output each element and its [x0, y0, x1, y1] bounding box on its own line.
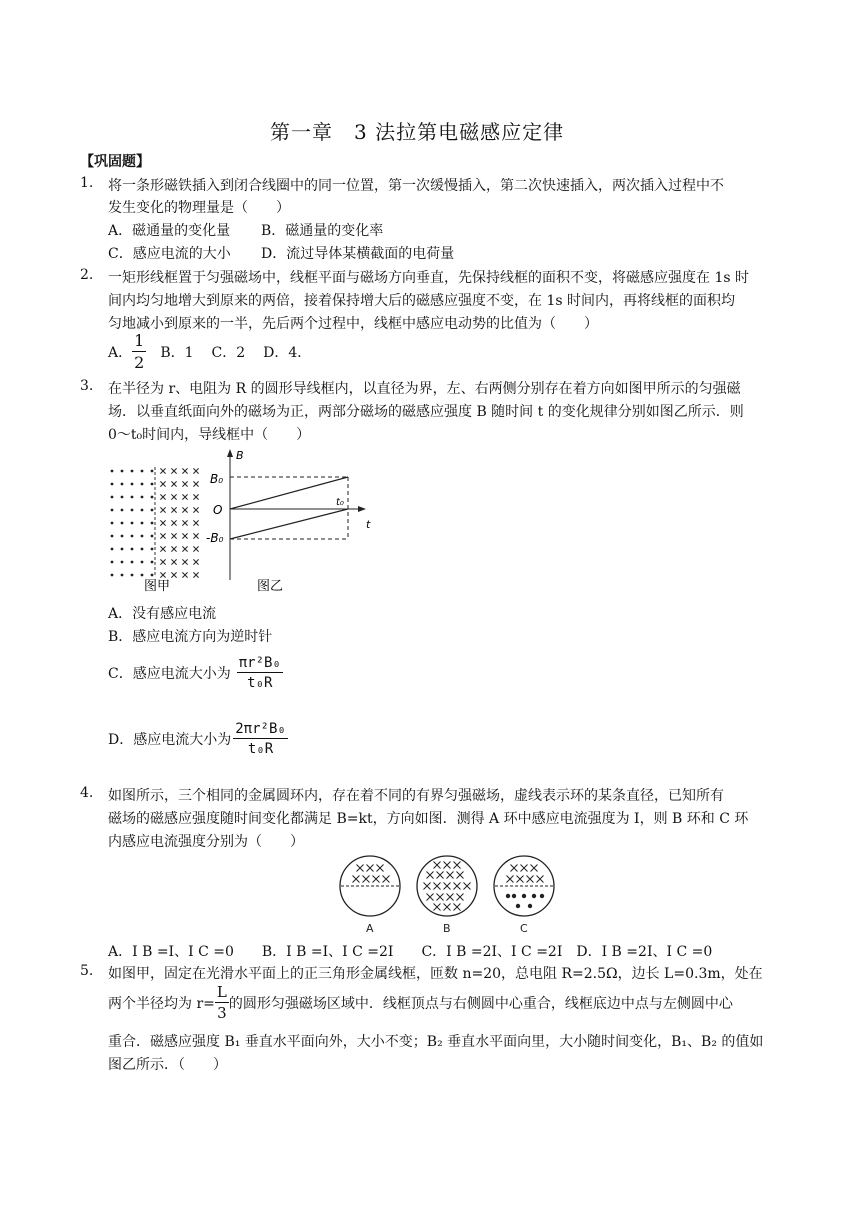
field-cross — [160, 546, 165, 551]
question-text: 间内均匀地增大到原来的两倍，接着保持增大后的磁感应强度不变，在 1s 时间内，再将线框的面积均 — [108, 293, 735, 309]
field-cross — [444, 904, 451, 911]
figure-label-yi: 图乙 — [257, 579, 284, 594]
option-b: B．磁通量的变化率 — [261, 223, 384, 239]
field-dot — [111, 470, 114, 473]
option-c: C．感应电流大小为 — [108, 666, 231, 682]
field-dot — [506, 894, 510, 898]
ring-label-b: B — [443, 922, 451, 935]
q3-figure — [100, 445, 400, 595]
field-cross — [377, 865, 384, 872]
field-cross — [353, 876, 360, 883]
field-cross — [171, 520, 176, 525]
fraction-numerator: πr²B₀ — [238, 655, 281, 671]
option-c-row — [108, 656, 283, 690]
field-cross — [454, 883, 461, 890]
fraction — [132, 333, 146, 371]
option-b: B．1 — [160, 345, 194, 361]
option-b: B．感应电流方向为逆时针 — [108, 629, 273, 645]
question-text-row — [108, 985, 733, 1021]
field-dot — [532, 894, 536, 898]
field-cross — [193, 481, 198, 486]
field-dot — [141, 561, 144, 564]
field-cross — [160, 533, 165, 538]
field-cross — [182, 481, 187, 486]
field-cross — [193, 468, 198, 473]
question-text: 图乙所示．（ ） — [108, 1057, 227, 1073]
field-cross — [383, 876, 390, 883]
field-cross — [454, 904, 461, 911]
field-dot — [151, 496, 154, 499]
field-cross — [160, 507, 165, 512]
field-dot — [121, 470, 124, 473]
field-dot — [141, 509, 144, 512]
field-cross — [447, 894, 454, 901]
field-cross — [193, 546, 198, 551]
question-number: 5. — [80, 963, 94, 979]
option-c: C．感应电流的大小 — [108, 246, 231, 262]
field-in-crosses — [160, 468, 198, 577]
field-cross — [373, 876, 380, 883]
fraction-denominator: 3 — [217, 1004, 227, 1022]
field-dot — [111, 522, 114, 525]
field-cross — [434, 904, 441, 911]
question-text: 匀地减小到原来的一半，先后两个过程中，线框中感应电动势的比值为（ ） — [108, 316, 598, 332]
field-cross — [182, 520, 187, 525]
question-text: 内感应电流强度分别为（ ） — [108, 834, 304, 850]
field-dot — [141, 574, 144, 577]
label-neg-b0: -B₀ — [206, 531, 224, 545]
option-d: D．4． — [263, 345, 312, 361]
field-cross — [171, 533, 176, 538]
field-cross — [454, 862, 461, 869]
field-dot — [111, 561, 114, 564]
ring-label-a: A — [366, 922, 374, 935]
question-text: 0～t₀时间内，导线框中（ ） — [108, 427, 311, 443]
axis-label-b: B — [236, 449, 244, 462]
field-cross — [193, 533, 198, 538]
field-cross — [434, 862, 441, 869]
field-dot — [516, 904, 520, 908]
field-cross — [182, 494, 187, 499]
field-cross — [367, 865, 374, 872]
field-dot — [522, 894, 526, 898]
field-out-dots — [111, 470, 154, 577]
field-dot — [111, 483, 114, 486]
field-dot — [141, 496, 144, 499]
ring-label-c: C — [520, 922, 528, 935]
fraction-denominator: t₀R — [247, 741, 274, 757]
fraction-denominator: 2 — [134, 353, 145, 372]
field-cross — [182, 546, 187, 551]
field-dot — [151, 470, 154, 473]
field-cross — [160, 520, 165, 525]
field-cross — [193, 572, 198, 577]
field-dot — [131, 522, 134, 525]
options-row: A．I B =I、I C =0 B．I B =I、I C =2I C．I B =2I、I C =2I D．I B =2I、I C =0 — [108, 944, 713, 960]
option-a: A．没有感应电流 — [108, 606, 217, 622]
ring-a-crosses — [353, 865, 390, 883]
t-axis-arrow — [358, 506, 366, 512]
field-dot — [121, 548, 124, 551]
ring-c-crosses — [507, 865, 544, 883]
field-cross — [464, 883, 471, 890]
field-cross — [537, 876, 544, 883]
question-text: 重合．磁感应强度 B₁ 垂直水平面向外，大小不变；B₂ 垂直水平面向里，大小随时间变化，B₁、B₂ 的值如 — [108, 1034, 764, 1050]
option-d-row — [108, 722, 288, 756]
field-dot — [121, 496, 124, 499]
field-dot — [141, 522, 144, 525]
field-cross — [160, 481, 165, 486]
option-a: A．磁通量的变化量 — [108, 223, 231, 239]
field-dot — [131, 574, 134, 577]
field-cross — [457, 894, 464, 901]
option-c: C．2 — [211, 345, 246, 361]
field-dot — [512, 894, 516, 898]
field-dot — [131, 496, 134, 499]
question-text: 在半径为 r、电阻为 R 的圆形导线框内，以直径为界，左、右两侧分别存在着方向如图甲所示的匀强磁 — [108, 381, 741, 397]
field-cross — [171, 494, 176, 499]
field-cross — [171, 468, 176, 473]
field-cross — [444, 883, 451, 890]
field-dot — [151, 522, 154, 525]
field-dot — [131, 509, 134, 512]
field-dot — [540, 894, 544, 898]
field-dot — [141, 483, 144, 486]
field-dot — [141, 470, 144, 473]
field-cross — [527, 876, 534, 883]
field-cross — [427, 872, 434, 879]
field-cross — [517, 876, 524, 883]
ring-b-crosses — [424, 862, 471, 911]
question-text: 的圆形匀强磁场区域中．线框顶点与右侧圆中心重合，线框底边中点与左侧圆中心 — [228, 996, 733, 1012]
field-dot — [131, 548, 134, 551]
field-cross — [193, 520, 198, 525]
field-cross — [171, 546, 176, 551]
section-heading: 【巩固题】 — [80, 154, 150, 170]
label-origin: O — [213, 503, 223, 517]
question-text: 将一条形磁铁插入到闭合线圈中的同一位置，第一次缓慢插入，第二次快速插入，两次插入过程中不 — [108, 178, 724, 194]
field-dot — [121, 522, 124, 525]
question-number: 3. — [80, 378, 94, 394]
field-cross — [171, 481, 176, 486]
option-d: D．感应电流大小为 — [108, 732, 232, 748]
field-cross — [160, 494, 165, 499]
axis-label-t: t — [366, 518, 371, 531]
field-dot — [151, 548, 154, 551]
field-cross — [160, 572, 165, 577]
field-dot — [121, 574, 124, 577]
question-text: 一矩形线框置于匀强磁场中，线框平面与磁场方向垂直，先保持线框的面积不变，将磁感应强度在 1s 时 — [108, 270, 749, 286]
option-a-label: A． — [108, 345, 133, 361]
field-dot — [121, 509, 124, 512]
field-cross — [457, 872, 464, 879]
field-dot — [111, 548, 114, 551]
fraction-numerator: L — [216, 983, 227, 1001]
field-cross — [447, 872, 454, 879]
fraction-numerator: 1 — [134, 331, 145, 350]
label-t0: t₀ — [336, 497, 344, 508]
field-dot — [141, 548, 144, 551]
right-field-line — [230, 509, 348, 539]
field-dot — [111, 535, 114, 538]
field-dot — [131, 535, 134, 538]
field-cross — [182, 468, 187, 473]
field-dot — [121, 561, 124, 564]
field-cross — [182, 533, 187, 538]
field-cross — [193, 494, 198, 499]
field-cross — [357, 865, 364, 872]
field-dot — [151, 509, 154, 512]
question-text: 场．以垂直纸面向外的磁场为正，两部分磁场的磁感应强度 B 随时间 t 的变化规律分别如图乙所示．则 — [108, 404, 744, 420]
field-dot — [121, 535, 124, 538]
b-axis-arrow — [227, 449, 233, 457]
q4-rings-figure — [330, 852, 570, 936]
field-dot — [111, 574, 114, 577]
label-b0: B₀ — [210, 472, 224, 486]
question-number: 4. — [80, 785, 94, 801]
field-cross — [363, 876, 370, 883]
field-cross — [424, 883, 431, 890]
field-dot — [151, 483, 154, 486]
field-cross — [507, 876, 514, 883]
field-cross — [437, 872, 444, 879]
field-cross — [444, 862, 451, 869]
fraction-numerator: 2πr²B₀ — [235, 721, 286, 737]
field-dot — [528, 904, 532, 908]
option-d: D．流过导体某横截面的电荷量 — [261, 246, 455, 262]
options-row — [108, 333, 311, 371]
ring-c-dots — [506, 894, 544, 908]
field-dot — [141, 535, 144, 538]
question-text: 如图所示，三个相同的金属圆环内，存在着不同的有界匀强磁场，虚线表示环的某条直径，已知所有 — [108, 788, 724, 804]
field-cross — [427, 894, 434, 901]
question-text: 发生变化的物理量是（ ） — [108, 200, 290, 216]
field-cross — [171, 507, 176, 512]
question-text: 磁场的磁感应强度随时间变化都满足 B=kt，方向如图．测得 A 环中感应电流强度为 I，则 B 环和 C 环 — [108, 811, 749, 827]
field-cross — [160, 468, 165, 473]
fraction — [233, 722, 288, 756]
field-cross — [160, 559, 165, 564]
field-cross — [193, 507, 198, 512]
question-text: 如图甲，固定在光滑水平面上的正三角形金属线框，匝数 n=20，总电阻 R=2.5Ω，边长 L=0.3m，处在 — [108, 966, 763, 982]
field-dot — [151, 535, 154, 538]
field-dot — [111, 496, 114, 499]
field-cross — [511, 865, 518, 872]
field-cross — [434, 883, 441, 890]
question-number: 2. — [80, 267, 94, 283]
field-cross — [182, 559, 187, 564]
field-cross — [521, 865, 528, 872]
fraction-denominator: t₀R — [247, 675, 273, 691]
figure-label-jia: 图甲 — [144, 579, 171, 594]
field-dot — [131, 561, 134, 564]
field-cross — [531, 865, 538, 872]
field-cross — [171, 559, 176, 564]
field-cross — [171, 572, 176, 577]
field-cross — [182, 572, 187, 577]
left-field-line — [230, 477, 348, 509]
field-cross — [437, 894, 444, 901]
field-dot — [131, 483, 134, 486]
field-cross — [193, 559, 198, 564]
field-dot — [121, 483, 124, 486]
field-cross — [182, 507, 187, 512]
field-dot — [131, 470, 134, 473]
page-title: 第一章 3 法拉第电磁感应定律 — [270, 120, 565, 144]
question-text: 两个半径均为 r= — [108, 996, 215, 1012]
field-dot — [151, 561, 154, 564]
fraction — [237, 656, 283, 690]
field-dot — [151, 574, 154, 577]
field-dot — [111, 509, 114, 512]
question-number: 1. — [80, 175, 94, 191]
fraction — [215, 985, 229, 1021]
